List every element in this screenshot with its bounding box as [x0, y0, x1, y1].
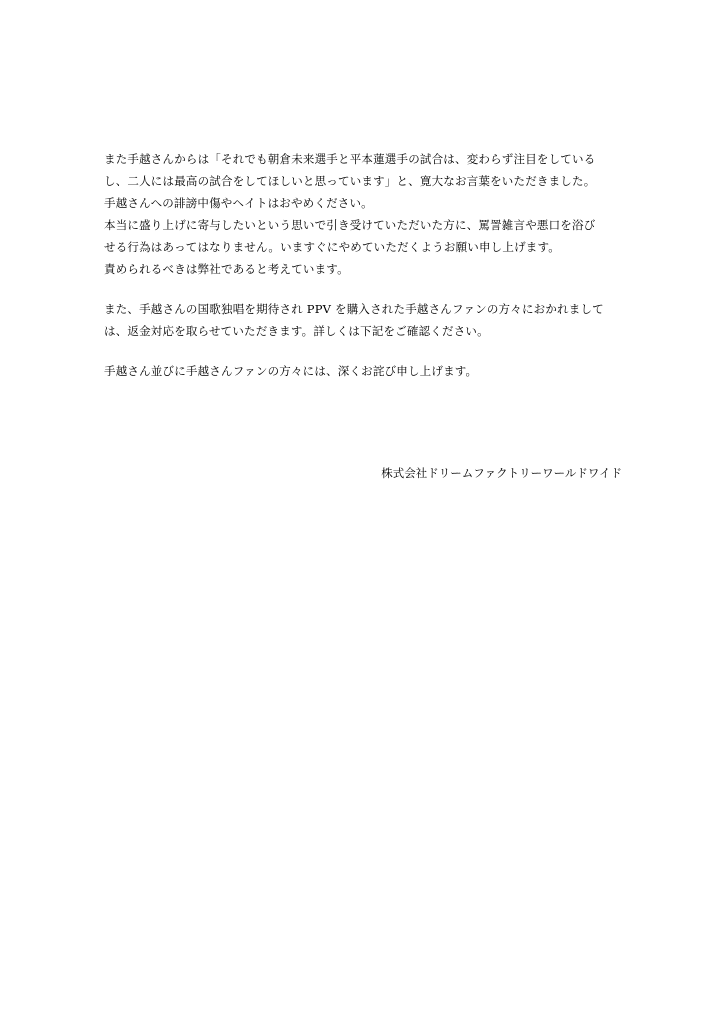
paragraph-1	[104, 148, 624, 280]
text-line: 手越さんへの誹謗中傷やヘイトはおやめください。	[104, 196, 373, 210]
text-line: また、手越さんの国歌独唱を期待され PPV を購入された手越さんファンの方々におかれまして	[104, 302, 604, 316]
paragraph-2	[104, 298, 624, 342]
paragraph-3	[104, 360, 624, 382]
letter-body	[104, 148, 624, 382]
text-line: せる行為はあってはなりません。いますぐにやめていただくようお願い申し上げます。	[104, 240, 560, 254]
text-line: また手越さんからは「それでも朝倉未来選手と平本蓮選手の試合は、変わらず注目をしている	[104, 152, 596, 166]
paragraph-gap	[104, 280, 624, 298]
text-line: 本当に盛り上げに寄与したいという思いで引き受けていただいた方に、罵詈雑言や悪口を浴び	[104, 218, 596, 232]
text-line: 責められるべきは弊社であると考えています。	[104, 262, 349, 276]
text-line: は、返金対応を取らせていただきます。詳しくは下記をご確認ください。	[104, 324, 489, 338]
company-signature: 株式会社ドリームファクトリーワールドワイド	[381, 466, 622, 480]
text-line: し、二人には最高の試合をしてほしいと思っています」と、寛大なお言葉をいただきました。	[104, 174, 596, 188]
paragraph-gap	[104, 342, 624, 360]
text-line: 手越さん並びに手越さんファンの方々には、深くお詫び申し上げます。	[104, 364, 478, 378]
